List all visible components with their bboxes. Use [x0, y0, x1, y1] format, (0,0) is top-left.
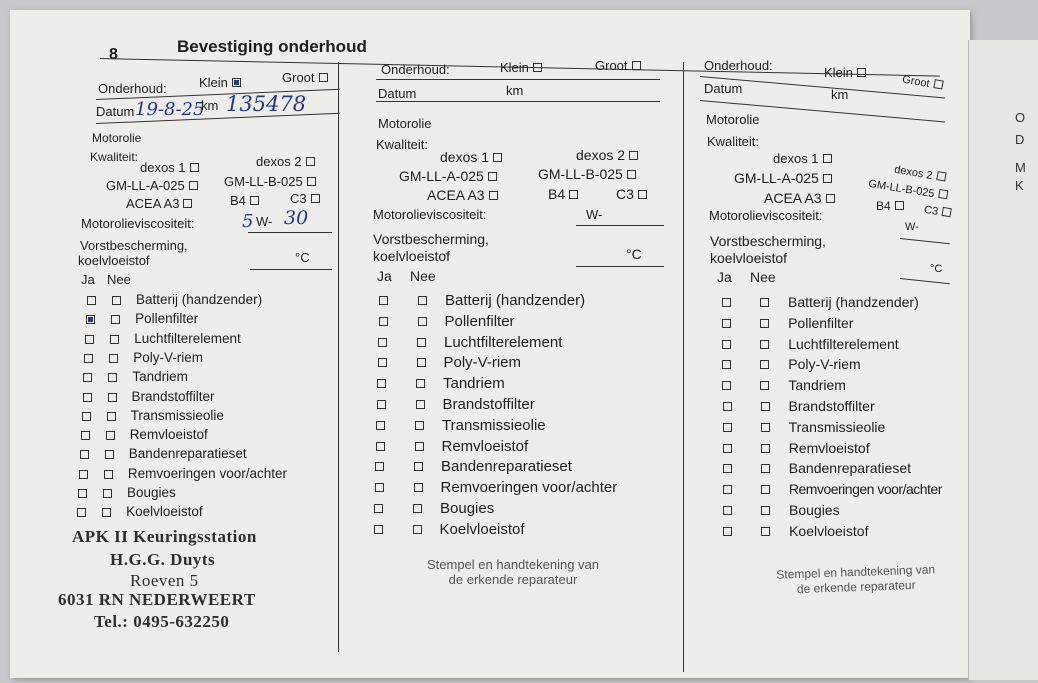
b4-checkbox[interactable]: [250, 196, 259, 205]
ja-checkbox[interactable]: [379, 296, 388, 305]
nee-checkbox[interactable]: [112, 296, 121, 305]
groot-checkbox[interactable]: [933, 79, 943, 89]
nee-checkbox[interactable]: [415, 421, 424, 430]
dexos2-option[interactable]: dexos 2: [256, 154, 315, 169]
field-rule: [376, 101, 660, 102]
b4-option[interactable]: B4: [548, 186, 578, 202]
checklist-label: Bougies: [127, 485, 176, 500]
c3-checkbox[interactable]: [311, 194, 320, 203]
kwaliteit-label: Kwaliteit:: [707, 134, 760, 149]
checklist-label: Luchtfilterelement: [788, 335, 899, 352]
ja-checkbox[interactable]: [723, 444, 732, 453]
nee-checkbox[interactable]: [104, 470, 113, 479]
nee-checkbox[interactable]: [760, 298, 769, 307]
nee-checkbox[interactable]: [111, 315, 120, 324]
acea-checkbox[interactable]: [826, 194, 835, 203]
klein-option[interactable]: Klein: [824, 65, 866, 80]
nee-checkbox[interactable]: [413, 504, 422, 513]
nee-checkbox[interactable]: [416, 400, 425, 409]
nee-checkbox[interactable]: [414, 462, 423, 471]
ja-checkbox[interactable]: [376, 421, 385, 430]
ja-checkbox[interactable]: [87, 296, 96, 305]
checklist-label: Pollenfilter: [135, 311, 199, 327]
acea-option[interactable]: ACEA A3: [427, 187, 498, 203]
ja-checkbox[interactable]: [377, 400, 386, 409]
klein-checkbox[interactable]: [232, 78, 241, 87]
handwritten-visc-left: 5: [242, 211, 254, 232]
field-rule: [576, 266, 664, 267]
ja-header: Ja: [81, 272, 95, 287]
checklist-label: Bougies: [440, 500, 495, 517]
nee-checkbox[interactable]: [418, 296, 427, 305]
onderhoud-label: Onderhoud:: [704, 58, 773, 73]
b4-option[interactable]: B4: [876, 199, 904, 213]
field-rule: [376, 79, 660, 80]
nee-checkbox[interactable]: [108, 393, 117, 402]
nee-checkbox[interactable]: [417, 358, 426, 367]
checklist-label: Remvoeringen voor/achter: [440, 479, 618, 497]
klein-checkbox[interactable]: [857, 68, 866, 77]
ja-checkbox[interactable]: [81, 431, 90, 440]
acea-option[interactable]: ACEA A3: [126, 196, 192, 211]
handwritten-date: 19-8-25: [135, 99, 205, 120]
w-dash-label: W-: [586, 207, 603, 222]
stamp-caption-line-2: de erkende reparateur: [448, 572, 578, 587]
groot-option[interactable]: [282, 70, 328, 85]
gm-a-checkbox[interactable]: [189, 181, 198, 190]
ja-checkbox[interactable]: [723, 527, 732, 536]
field-rule: [250, 269, 332, 270]
acea-checkbox[interactable]: [489, 191, 498, 200]
checklist-label: Batterij (handzender): [788, 294, 919, 310]
w-dash-label: W-: [256, 214, 273, 229]
motorolie-label: Motorolie: [92, 131, 142, 145]
ja-checkbox[interactable]: [84, 354, 93, 363]
checklist-label: Remvloeistof: [788, 439, 870, 456]
field-rule: [900, 278, 950, 284]
checklist-label: Transmissieolie: [442, 416, 546, 434]
klein-checkbox[interactable]: [533, 63, 542, 72]
dexos2-option[interactable]: dexos 2: [893, 164, 946, 185]
nee-checkbox[interactable]: [109, 354, 118, 363]
b4-checkbox[interactable]: [895, 201, 904, 210]
checklist-label: Remvloeistof: [441, 437, 529, 455]
nee-checkbox[interactable]: [413, 525, 422, 534]
km-label: km: [831, 87, 849, 102]
b4-option[interactable]: B4: [230, 193, 259, 208]
gm-b-option[interactable]: GM-LL-B-025: [224, 174, 316, 189]
field-rule: [248, 232, 332, 233]
ja-checkbox[interactable]: [376, 442, 385, 451]
kwaliteit-label: Kwaliteit:: [90, 150, 139, 164]
dexos2-checkbox[interactable]: [306, 157, 315, 166]
c3-option[interactable]: C3: [923, 204, 952, 221]
ja-checkbox[interactable]: [722, 319, 731, 328]
nee-checkbox[interactable]: [761, 464, 770, 473]
nee-checkbox[interactable]: [103, 489, 112, 498]
nee-checkbox[interactable]: [761, 485, 770, 494]
dexos2-checkbox[interactable]: [936, 171, 946, 181]
km-label: km: [201, 98, 219, 113]
groot-label: Groot: [282, 70, 315, 85]
ja-checkbox[interactable]: [80, 450, 89, 459]
ja-checkbox[interactable]: [374, 525, 383, 534]
ja-checkbox[interactable]: [723, 423, 732, 432]
klein-option[interactable]: [199, 75, 241, 90]
column-divider: [683, 62, 684, 672]
checklist-label: Koelvloeistof: [126, 504, 203, 520]
vorst-label-2: koelvloeistof: [710, 250, 788, 266]
checklist-label: Poly-V-riem: [133, 349, 204, 365]
nee-checkbox[interactable]: [414, 483, 423, 492]
stamp-caption-line-1: Stempel en handtekening van: [776, 562, 936, 582]
nee-checkbox[interactable]: [761, 423, 770, 432]
checklist-label: Bandenreparatieset: [788, 460, 911, 477]
ja-checkbox[interactable]: [722, 360, 731, 369]
w-dash-label: W-: [905, 221, 919, 233]
motorolie-label: Motorolie: [378, 116, 432, 131]
gm-b-checkbox[interactable]: [938, 189, 948, 199]
gm-a-option[interactable]: GM-LL-A-025: [734, 170, 832, 186]
checklist-label: Koelvloeistof: [439, 520, 525, 538]
checklist-label: Tandriem: [132, 369, 188, 385]
ja-checkbox[interactable]: [375, 483, 384, 492]
datum-label: Datum: [378, 86, 417, 101]
stamp-line-5: Tel.: 0495-632250: [94, 612, 230, 631]
groot-checkbox[interactable]: [319, 73, 328, 82]
checklist-label: Remvloeistof: [129, 427, 208, 443]
dexos2-checkbox[interactable]: [629, 151, 638, 160]
groot-checkbox[interactable]: [632, 61, 641, 70]
checklist-label: Batterij (handzender): [445, 292, 586, 309]
nee-checkbox[interactable]: [761, 506, 770, 515]
vorst-label-2: koelvloeistof: [373, 248, 451, 264]
c3-checkbox[interactable]: [941, 207, 951, 217]
checklist-label: Bandenreparatieset: [128, 446, 247, 462]
booklet-page: [10, 10, 970, 678]
viscositeit-label: Motorolieviscositeit:: [81, 216, 195, 231]
ja-header: Ja: [717, 269, 732, 285]
page-title: Bevestiging onderhoud: [177, 37, 367, 56]
dexos1-checkbox[interactable]: [493, 153, 502, 162]
page-number: 8: [109, 46, 118, 63]
datum-label: Datum: [704, 81, 743, 96]
checklist-label: Poly-V-riem: [443, 354, 522, 372]
checklist-label: Luchtfilterelement: [444, 333, 563, 351]
nee-checkbox[interactable]: [761, 527, 770, 536]
motorolie-label: Motorolie: [706, 112, 760, 127]
nee-checkbox[interactable]: [418, 317, 427, 326]
gm-a-checkbox[interactable]: [488, 172, 497, 181]
stamp-line-4: 6031 RN NEDERWEERT: [58, 590, 256, 609]
stamp-line-1: APK II Keuringsstation: [72, 527, 257, 546]
groot-option[interactable]: Groot: [901, 74, 943, 93]
nee-checkbox[interactable]: [110, 335, 119, 344]
acea-checkbox[interactable]: [183, 199, 192, 208]
ja-checkbox[interactable]: [83, 373, 92, 382]
c3-option[interactable]: C3: [290, 191, 320, 206]
stamp-caption-line-1: Stempel en handtekening van: [426, 557, 599, 572]
vorst-label-1: Vorstbescherming,: [710, 233, 826, 249]
nee-header: Nee: [107, 272, 131, 287]
field-rule: [576, 225, 664, 226]
klein-option[interactable]: Klein: [500, 60, 542, 75]
onderhoud-label: Onderhoud:: [98, 81, 167, 96]
nee-checkbox[interactable]: [105, 450, 114, 459]
vorst-label-2: koelvloeistof: [78, 253, 150, 268]
celsius-label: °C: [626, 246, 642, 262]
next-page-letter: M: [1015, 160, 1026, 175]
celsius-label: °C: [930, 263, 943, 275]
ja-checkbox[interactable]: [86, 315, 95, 324]
nee-checkbox[interactable]: [102, 508, 111, 517]
vorst-label-1: Vorstbescherming,: [80, 238, 188, 253]
ja-checkbox[interactable]: [722, 381, 731, 390]
ja-checkbox[interactable]: [374, 504, 383, 513]
onderhoud-label: Onderhoud:: [381, 62, 450, 77]
checklist-label: Brandstoffilter: [442, 396, 535, 413]
ja-checkbox[interactable]: [85, 335, 94, 344]
gm-b-checkbox[interactable]: [627, 170, 636, 179]
field-rule: [900, 238, 950, 244]
checklist-label: Pollenfilter: [788, 314, 854, 331]
gm-a-checkbox[interactable]: [823, 174, 832, 183]
checklist-label: Transmissieolie: [788, 418, 886, 435]
viscositeit-label: Motorolieviscositeit:: [709, 208, 823, 223]
column-divider: [338, 62, 339, 652]
next-page-edge: [968, 40, 1038, 680]
ja-checkbox[interactable]: [723, 464, 732, 473]
dexos1-option[interactable]: dexos 1: [440, 149, 502, 165]
acea-option[interactable]: ACEA A3: [764, 190, 835, 206]
checklist-label: Brandstoffilter: [131, 388, 215, 404]
b4-checkbox[interactable]: [569, 190, 578, 199]
kwaliteit-label: Kwaliteit:: [376, 137, 429, 152]
gm-a-option[interactable]: GM-LL-A-025: [399, 168, 497, 184]
checklist-label: Koelvloeistof: [789, 522, 869, 539]
datum-label: Datum: [96, 104, 135, 119]
checklist-label: Remvoeringen voor/achter: [788, 481, 942, 498]
nee-checkbox[interactable]: [415, 442, 424, 451]
stamp-line-2: H.G.G. Duyts: [110, 550, 216, 569]
c3-option[interactable]: C3: [616, 186, 647, 202]
ja-header: Ja: [377, 268, 392, 284]
ja-checkbox[interactable]: [378, 358, 387, 367]
ja-checkbox[interactable]: [83, 393, 92, 402]
gm-b-option[interactable]: GM-LL-B-025: [538, 166, 636, 182]
nee-checkbox[interactable]: [760, 381, 769, 390]
nee-checkbox[interactable]: [106, 431, 115, 440]
checklist-label: Batterij (handzender): [136, 292, 263, 307]
nee-checkbox[interactable]: [417, 338, 426, 347]
checklist-label: Tandriem: [788, 377, 846, 394]
stamp-line-3: Roeven 5: [130, 571, 199, 590]
nee-header: Nee: [410, 268, 436, 284]
ja-checkbox[interactable]: [79, 470, 88, 479]
checklist-label: Tandriem: [443, 375, 505, 393]
checklist-label: Luchtfilterelement: [134, 330, 241, 346]
stamp-caption: [408, 557, 618, 587]
ja-checkbox[interactable]: [723, 485, 732, 494]
nee-checkbox[interactable]: [761, 444, 770, 453]
nee-checkbox[interactable]: [108, 373, 117, 382]
handwritten-km: 135478: [226, 92, 307, 116]
viscositeit-label: Motorolieviscositeit:: [373, 207, 487, 222]
dexos1-checkbox[interactable]: [823, 154, 832, 163]
stamp-caption-line-2: de erkende reparateur: [796, 577, 916, 597]
dexos1-option[interactable]: dexos 1: [773, 151, 832, 166]
c3-checkbox[interactable]: [638, 190, 647, 199]
next-page-letter: D: [1015, 132, 1025, 147]
ja-checkbox[interactable]: [722, 298, 731, 307]
ja-checkbox[interactable]: [77, 508, 86, 517]
gm-b-option[interactable]: GM-LL-B-025: [868, 178, 949, 202]
checklist-label: Brandstoffilter: [788, 398, 875, 414]
gm-a-option[interactable]: GM-LL-A-025: [106, 178, 198, 193]
ja-checkbox[interactable]: [723, 402, 732, 411]
nee-checkbox[interactable]: [760, 360, 769, 369]
ja-checkbox[interactable]: [375, 462, 384, 471]
checklist-label: Remvoeringen voor/achter: [127, 465, 287, 481]
nee-header: Nee: [750, 269, 776, 285]
stamp-caption: [756, 562, 957, 599]
checklist-label: Pollenfilter: [444, 312, 515, 330]
nee-checkbox[interactable]: [761, 402, 770, 411]
nee-checkbox[interactable]: [760, 340, 769, 349]
checklist-label: Transmissieolie: [130, 407, 224, 423]
dexos1-option[interactable]: dexos 1: [140, 160, 199, 175]
ja-checkbox[interactable]: [722, 340, 731, 349]
ja-checkbox[interactable]: [379, 317, 388, 326]
ja-checkbox[interactable]: [378, 338, 387, 347]
ja-checkbox[interactable]: [78, 489, 87, 498]
dexos2-option[interactable]: dexos 2: [576, 147, 638, 163]
ja-checkbox[interactable]: [723, 506, 732, 515]
handwritten-visc-right: 30: [284, 207, 309, 229]
checklist-label: Poly-V-riem: [788, 356, 861, 373]
checklist-label: Bandenreparatieset: [441, 458, 572, 476]
ja-checkbox[interactable]: [377, 379, 386, 388]
celsius-label: °C: [295, 250, 310, 265]
km-label: km: [506, 83, 524, 98]
next-page-letter: K: [1015, 178, 1024, 193]
gm-b-checkbox[interactable]: [307, 177, 316, 186]
checklist-label: Bougies: [789, 502, 840, 518]
nee-checkbox[interactable]: [416, 379, 425, 388]
dexos1-checkbox[interactable]: [190, 163, 199, 172]
next-page-letter: O: [1015, 110, 1026, 125]
ja-checkbox[interactable]: [82, 412, 91, 421]
groot-option[interactable]: Groot: [595, 58, 641, 73]
nee-checkbox[interactable]: [107, 412, 116, 421]
nee-checkbox[interactable]: [760, 319, 769, 328]
vorst-label-1: Vorstbescherming,: [373, 231, 489, 247]
klein-label: Klein: [199, 75, 228, 90]
